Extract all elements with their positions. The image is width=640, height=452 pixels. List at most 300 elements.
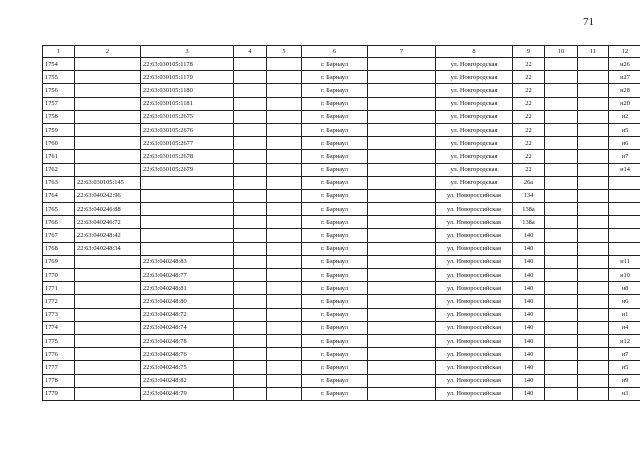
cadastral-number-cell: 22:63:040248:34 [75, 242, 141, 255]
empty-cell [267, 97, 302, 110]
table-row [43, 334, 640, 347]
street-cell: ул. Новгородская [436, 123, 513, 136]
empty-cell [545, 163, 578, 176]
row-number-cell: 1774 [43, 321, 75, 334]
apartment-cell [609, 242, 640, 255]
row-number-cell: 1777 [43, 361, 75, 374]
empty-cell [578, 387, 609, 400]
empty-cell [234, 163, 267, 176]
street-cell: ул. Новороссийская [436, 334, 513, 347]
apartment-cell: н5 [609, 123, 640, 136]
city-cell: г. Барнаул [302, 361, 368, 374]
empty-cell [368, 348, 436, 361]
empty-cell [545, 97, 578, 110]
empty-cell [545, 150, 578, 163]
empty-cell [234, 242, 267, 255]
street-cell: ул. Новороссийская [436, 282, 513, 295]
cadastral-number-cell: 22:63:040248:72 [141, 308, 234, 321]
cadastral-number-cell [75, 387, 141, 400]
empty-cell [267, 255, 302, 268]
row-number-cell: 1773 [43, 308, 75, 321]
street-cell: ул. Новороссийская [436, 189, 513, 202]
city-cell: г. Барнаул [302, 242, 368, 255]
empty-cell [267, 163, 302, 176]
cadastral-number-cell [75, 150, 141, 163]
empty-cell [368, 255, 436, 268]
column-header: 9 [513, 46, 545, 58]
city-cell: г. Барнаул [302, 150, 368, 163]
empty-cell [234, 110, 267, 123]
row-number-cell: 1766 [43, 216, 75, 229]
empty-cell [545, 242, 578, 255]
table-row [43, 387, 640, 400]
empty-cell [578, 282, 609, 295]
column-header: 6 [302, 46, 368, 58]
street-cell: ул. Новгородская [436, 71, 513, 84]
empty-cell [368, 216, 436, 229]
column-header: 11 [578, 46, 609, 58]
empty-cell [545, 189, 578, 202]
house-number-cell: 134 [513, 189, 545, 202]
cadastral-number-cell: 22:63:040248:42 [75, 229, 141, 242]
house-number-cell: 140 [513, 295, 545, 308]
apartment-cell: н26 [609, 58, 640, 71]
table-row [43, 58, 640, 71]
city-cell: г. Барнаул [302, 189, 368, 202]
empty-cell [234, 282, 267, 295]
cadastral-number-cell [75, 334, 141, 347]
empty-cell [234, 387, 267, 400]
empty-cell [578, 229, 609, 242]
row-number-cell: 1761 [43, 150, 75, 163]
column-header: 10 [545, 46, 578, 58]
cadastral-number-cell [75, 269, 141, 282]
table-row [43, 176, 640, 189]
apartment-cell: н7 [609, 348, 640, 361]
house-number-cell: 140 [513, 387, 545, 400]
empty-cell [234, 348, 267, 361]
table-row [43, 163, 640, 176]
apartment-cell: н27 [609, 71, 640, 84]
table-row [43, 321, 640, 334]
street-cell: ул. Новгородская [436, 137, 513, 150]
empty-cell [368, 176, 436, 189]
table-row [43, 123, 640, 136]
empty-cell [545, 255, 578, 268]
empty-cell [267, 71, 302, 84]
city-cell: г. Барнаул [302, 84, 368, 97]
empty-cell [545, 229, 578, 242]
empty-cell [368, 361, 436, 374]
street-cell: ул. Новгородская [436, 150, 513, 163]
apartment-cell: н2 [609, 110, 640, 123]
empty-cell [368, 58, 436, 71]
empty-cell [234, 58, 267, 71]
empty-cell [368, 282, 436, 295]
empty-cell [578, 374, 609, 387]
row-number-cell: 1772 [43, 295, 75, 308]
column-header: 1 [43, 46, 75, 58]
city-cell: г. Барнаул [302, 176, 368, 189]
house-number-cell: 140 [513, 334, 545, 347]
cadastral-number-cell: 22:63:040248:78 [141, 334, 234, 347]
apartment-cell: н6 [609, 295, 640, 308]
empty-cell [234, 361, 267, 374]
apartment-cell: н9 [609, 374, 640, 387]
page-number: 71 [583, 16, 594, 28]
apartment-cell: н12 [609, 334, 640, 347]
empty-cell [578, 71, 609, 84]
street-cell: ул. Новороссийская [436, 203, 513, 216]
empty-cell [578, 176, 609, 189]
row-number-cell: 1769 [43, 255, 75, 268]
header-row [43, 46, 640, 58]
house-number-cell: 22 [513, 97, 545, 110]
house-number-cell: 22 [513, 137, 545, 150]
cadastral-number-cell [75, 97, 141, 110]
city-cell: г. Барнаул [302, 334, 368, 347]
row-number-cell: 1767 [43, 229, 75, 242]
empty-cell [234, 295, 267, 308]
empty-cell [267, 137, 302, 150]
empty-cell [545, 308, 578, 321]
house-number-cell: 22 [513, 58, 545, 71]
street-cell: ул. Новороссийская [436, 255, 513, 268]
street-cell: ул. Новороссийская [436, 242, 513, 255]
empty-cell [234, 255, 267, 268]
cadastral-number-cell [75, 361, 141, 374]
cadastral-number-cell [75, 71, 141, 84]
row-number-cell: 1755 [43, 71, 75, 84]
empty-cell [578, 97, 609, 110]
column-header: 4 [234, 46, 267, 58]
cadastral-number-cell [141, 203, 234, 216]
cadastral-number-cell: 22:63:030105:2679 [141, 163, 234, 176]
empty-cell [234, 308, 267, 321]
cadastral-number-cell [75, 321, 141, 334]
column-header: 7 [368, 46, 436, 58]
empty-cell [267, 308, 302, 321]
empty-cell [545, 176, 578, 189]
row-number-cell: 1770 [43, 269, 75, 282]
cadastral-number-cell: 22:63:030105:1180 [141, 84, 234, 97]
cadastral-number-cell [75, 282, 141, 295]
cadastral-number-cell: 22:63:040248:77 [141, 269, 234, 282]
cadastral-number-cell [75, 348, 141, 361]
apartment-cell: н28 [609, 84, 640, 97]
empty-cell [234, 176, 267, 189]
empty-cell [578, 242, 609, 255]
house-number-cell: 22 [513, 110, 545, 123]
empty-cell [368, 308, 436, 321]
empty-cell [234, 137, 267, 150]
empty-cell [267, 321, 302, 334]
row-number-cell: 1758 [43, 110, 75, 123]
apartment-cell: н11 [609, 255, 640, 268]
apartment-cell [609, 189, 640, 202]
cadastral-number-cell [75, 58, 141, 71]
empty-cell [368, 229, 436, 242]
empty-cell [368, 203, 436, 216]
house-number-cell: 138а [513, 216, 545, 229]
cadastral-number-cell [75, 374, 141, 387]
cadastral-number-cell: 22:63:040248:76 [141, 348, 234, 361]
empty-cell [545, 321, 578, 334]
cadastral-number-cell [141, 176, 234, 189]
empty-cell [368, 387, 436, 400]
apartment-cell [609, 216, 640, 229]
cadastral-number-cell: 22:63:040248:80 [141, 295, 234, 308]
column-header: 5 [267, 46, 302, 58]
city-cell: г. Барнаул [302, 282, 368, 295]
row-number-cell: 1760 [43, 137, 75, 150]
row-number-cell: 1778 [43, 374, 75, 387]
empty-cell [578, 334, 609, 347]
house-number-cell: 22 [513, 123, 545, 136]
row-number-cell: 1765 [43, 203, 75, 216]
table-row [43, 374, 640, 387]
empty-cell [368, 97, 436, 110]
cadastral-number-cell [141, 216, 234, 229]
cadastral-number-cell [75, 84, 141, 97]
cadastral-number-cell: 22:63:030105:1181 [141, 97, 234, 110]
city-cell: г. Барнаул [302, 348, 368, 361]
house-number-cell: 140 [513, 255, 545, 268]
empty-cell [267, 203, 302, 216]
house-number-cell: 22 [513, 71, 545, 84]
house-number-cell: 22 [513, 84, 545, 97]
empty-cell [234, 334, 267, 347]
table-row [43, 255, 640, 268]
empty-cell [267, 123, 302, 136]
city-cell: г. Барнаул [302, 110, 368, 123]
cadastral-number-cell [75, 255, 141, 268]
apartment-cell [609, 229, 640, 242]
empty-cell [234, 123, 267, 136]
cadastral-number-cell: 22:63:030105:2676 [141, 123, 234, 136]
street-cell: ул. Новгородская [436, 97, 513, 110]
cadastral-number-cell: 22:63:040248:81 [141, 282, 234, 295]
city-cell: г. Барнаул [302, 374, 368, 387]
house-number-cell: 140 [513, 282, 545, 295]
empty-cell [578, 216, 609, 229]
cadastral-number-cell: 22:63:030105:1178 [141, 58, 234, 71]
cadastral-number-cell [75, 163, 141, 176]
house-number-cell: 22 [513, 150, 545, 163]
empty-cell [368, 295, 436, 308]
empty-cell [368, 150, 436, 163]
empty-cell [368, 321, 436, 334]
apartment-cell: н5 [609, 361, 640, 374]
empty-cell [578, 84, 609, 97]
empty-cell [578, 269, 609, 282]
house-number-cell: 140 [513, 269, 545, 282]
empty-cell [368, 189, 436, 202]
cadastral-number-cell: 22:63:040248:75 [141, 361, 234, 374]
apartment-cell: н3 [609, 387, 640, 400]
street-cell: ул. Новгородская [436, 58, 513, 71]
house-number-cell: 140 [513, 361, 545, 374]
row-number-cell: 1757 [43, 97, 75, 110]
registry-table [42, 45, 640, 401]
cadastral-number-cell: 22:63:030105:1179 [141, 71, 234, 84]
table-row [43, 71, 640, 84]
table-row [43, 216, 640, 229]
city-cell: г. Барнаул [302, 229, 368, 242]
cadastral-number-cell [75, 295, 141, 308]
cadastral-number-cell: 22:63:030105:2677 [141, 137, 234, 150]
empty-cell [234, 71, 267, 84]
empty-cell [545, 334, 578, 347]
cadastral-number-cell: 22:63:040248:74 [141, 321, 234, 334]
cadastral-number-cell: 22:63:030105:2678 [141, 150, 234, 163]
empty-cell [234, 150, 267, 163]
empty-cell [545, 110, 578, 123]
empty-cell [267, 84, 302, 97]
empty-cell [545, 137, 578, 150]
empty-cell [368, 123, 436, 136]
street-cell: ул. Новороссийская [436, 387, 513, 400]
apartment-cell: н4 [609, 321, 640, 334]
empty-cell [234, 97, 267, 110]
city-cell: г. Барнаул [302, 123, 368, 136]
city-cell: г. Барнаул [302, 321, 368, 334]
cadastral-number-cell [75, 308, 141, 321]
empty-cell [267, 387, 302, 400]
city-cell: г. Барнаул [302, 387, 368, 400]
column-header: 2 [75, 46, 141, 58]
cadastral-number-cell: 22:63:040242:96 [75, 189, 141, 202]
empty-cell [368, 334, 436, 347]
city-cell: г. Барнаул [302, 308, 368, 321]
empty-cell [578, 150, 609, 163]
table-row [43, 97, 640, 110]
table-row [43, 269, 640, 282]
apartment-cell [609, 203, 640, 216]
empty-cell [267, 282, 302, 295]
street-cell: ул. Новгородская [436, 84, 513, 97]
empty-cell [578, 361, 609, 374]
cadastral-number-cell [141, 229, 234, 242]
empty-cell [267, 334, 302, 347]
empty-cell [267, 229, 302, 242]
empty-cell [578, 203, 609, 216]
empty-cell [545, 58, 578, 71]
column-header: 12 [609, 46, 640, 58]
empty-cell [578, 123, 609, 136]
empty-cell [234, 321, 267, 334]
apartment-cell: н1 [609, 308, 640, 321]
empty-cell [267, 189, 302, 202]
column-header: 8 [436, 46, 513, 58]
table-row [43, 308, 640, 321]
table-row [43, 110, 640, 123]
empty-cell [267, 216, 302, 229]
empty-cell [578, 189, 609, 202]
row-number-cell: 1776 [43, 348, 75, 361]
empty-cell [578, 137, 609, 150]
city-cell: г. Барнаул [302, 255, 368, 268]
house-number-cell: 140 [513, 242, 545, 255]
house-number-cell: 140 [513, 348, 545, 361]
row-number-cell: 1763 [43, 176, 75, 189]
empty-cell [267, 295, 302, 308]
cadastral-number-cell: 22:63:040248:79 [141, 387, 234, 400]
street-cell: ул. Новгородская [436, 163, 513, 176]
empty-cell [368, 163, 436, 176]
empty-cell [545, 348, 578, 361]
empty-cell [368, 84, 436, 97]
street-cell: ул. Новороссийская [436, 308, 513, 321]
house-number-cell: 138а [513, 203, 545, 216]
apartment-cell: н8 [609, 282, 640, 295]
street-cell: ул. Новгородская [436, 176, 513, 189]
empty-cell [578, 321, 609, 334]
cadastral-number-cell [75, 110, 141, 123]
empty-cell [578, 348, 609, 361]
street-cell: ул. Новороссийская [436, 361, 513, 374]
cadastral-number-cell: 22:63:040248:83 [141, 255, 234, 268]
apartment-cell: н7 [609, 150, 640, 163]
table-row [43, 361, 640, 374]
cadastral-number-cell: 22:63:040246:72 [75, 216, 141, 229]
street-cell: ул. Новороссийская [436, 321, 513, 334]
empty-cell [267, 150, 302, 163]
city-cell: г. Барнаул [302, 163, 368, 176]
table-row [43, 282, 640, 295]
house-number-cell: 22 [513, 163, 545, 176]
apartment-cell: н14 [609, 163, 640, 176]
row-number-cell: 1771 [43, 282, 75, 295]
apartment-cell: н20 [609, 97, 640, 110]
table-row [43, 150, 640, 163]
column-header: 3 [141, 46, 234, 58]
empty-cell [578, 255, 609, 268]
table-row [43, 189, 640, 202]
row-number-cell: 1775 [43, 334, 75, 347]
empty-cell [545, 123, 578, 136]
row-number-cell: 1764 [43, 189, 75, 202]
cadastral-number-cell: 22:63:030105:2675 [141, 110, 234, 123]
empty-cell [234, 84, 267, 97]
empty-cell [234, 229, 267, 242]
cadastral-number-cell: 22:63:030105:145 [75, 176, 141, 189]
city-cell: г. Барнаул [302, 97, 368, 110]
empty-cell [545, 361, 578, 374]
street-cell: ул. Новороссийская [436, 229, 513, 242]
empty-cell [368, 137, 436, 150]
cadastral-number-cell [75, 123, 141, 136]
apartment-cell: н6 [609, 137, 640, 150]
city-cell: г. Барнаул [302, 269, 368, 282]
empty-cell [578, 110, 609, 123]
table-row [43, 84, 640, 97]
empty-cell [578, 163, 609, 176]
empty-cell [368, 374, 436, 387]
row-number-cell: 1756 [43, 84, 75, 97]
city-cell: г. Барнаул [302, 216, 368, 229]
empty-cell [578, 58, 609, 71]
empty-cell [267, 374, 302, 387]
street-cell: ул. Новороссийская [436, 348, 513, 361]
city-cell: г. Барнаул [302, 137, 368, 150]
cadastral-number-cell [141, 242, 234, 255]
empty-cell [267, 269, 302, 282]
city-cell: г. Барнаул [302, 58, 368, 71]
empty-cell [545, 269, 578, 282]
row-number-cell: 1754 [43, 58, 75, 71]
empty-cell [267, 58, 302, 71]
